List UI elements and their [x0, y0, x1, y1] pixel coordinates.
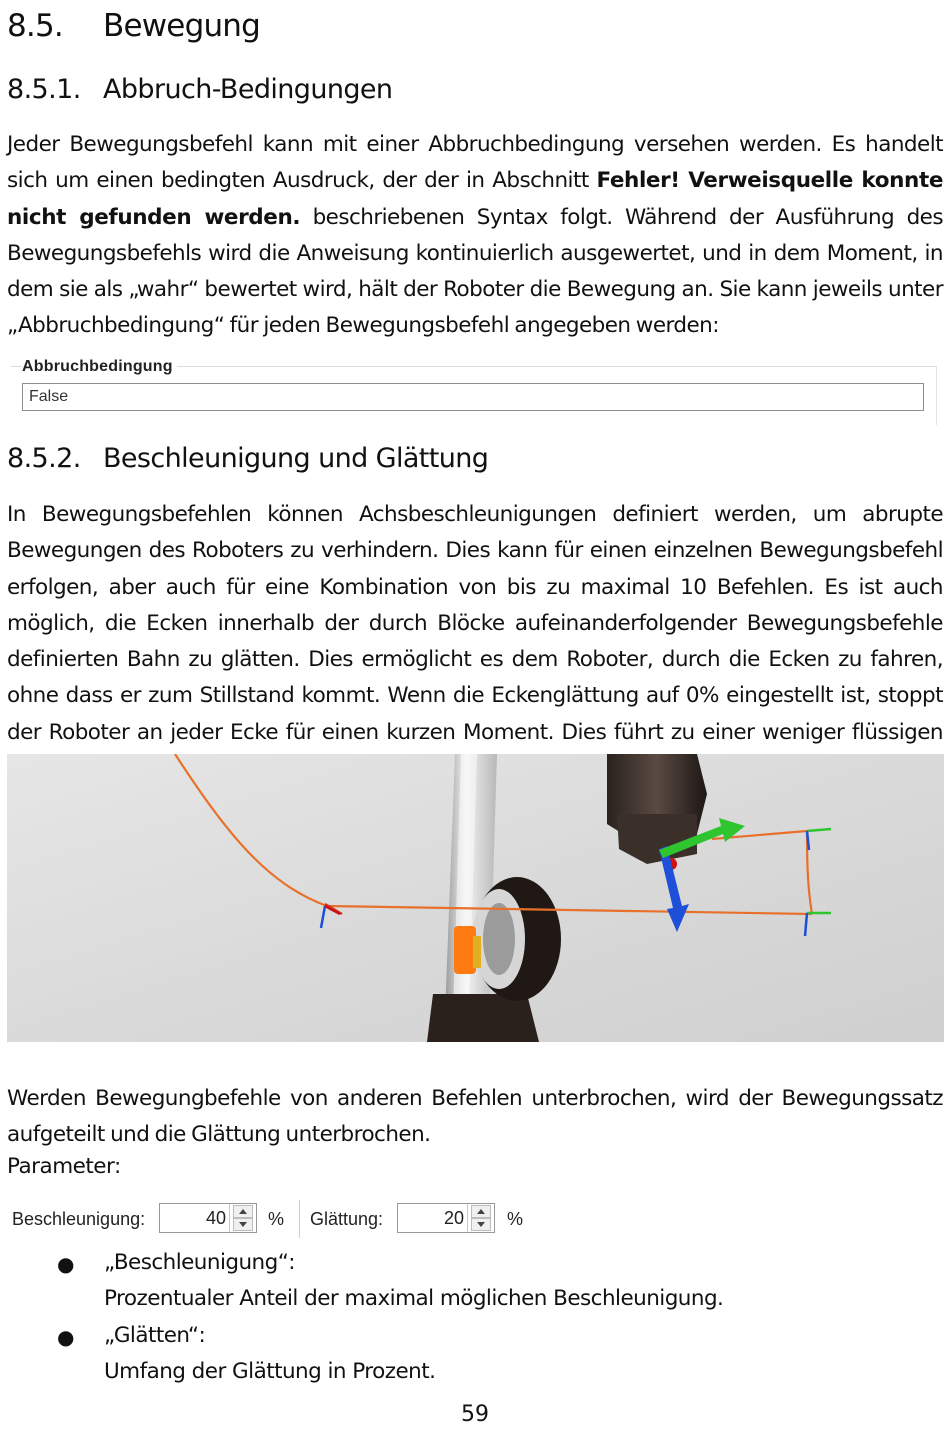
section-number: 8.5.: [7, 8, 63, 44]
page-number: 59: [461, 1402, 489, 1427]
abort-condition-input[interactable]: False: [22, 383, 924, 411]
list-item-term: „Glätten“:: [104, 1323, 206, 1348]
bullet-icon: ●: [57, 1252, 75, 1276]
smoothing-increment-button[interactable]: [471, 1205, 491, 1218]
subsection-title-2: Beschleunigung und Glättung: [103, 443, 489, 474]
acceleration-spinbox[interactable]: [159, 1203, 257, 1233]
acceleration-decrement-button[interactable]: [233, 1218, 253, 1231]
list-item-description: Umfang der Glättung in Prozent.: [104, 1359, 436, 1384]
subsection-number-2: 8.5.2.: [7, 443, 81, 474]
paragraph-acceleration-smoothing: In Bewegungsbefehlen können Achsbeschleunigungen definiert werden, um abrupte Bewegungen des Roboters zu verhindern. Dies kann für einen einzelnen Bewegungsbefehl erfolgen, aber auch für eine Kombination von bis zu maximal 10 Befehlen. Es ist auch möglich, die Ecken innerhalb der durch Blöcke aufeinanderfolgender Bewegungsbefehle definierten Bahn zu glätten. Dies ermöglicht es dem Roboter, durch die Ecken zu fahren, ohne dass er zum Stillstand kommt. Wenn die Eckenglättung auf 0% eingestellt ist, stoppt der Roboter an jeder Ecke für einen kurzen Moment. Dies führt zu einer weniger flüssigen: [7, 502, 943, 745]
parameter-heading: Parameter:: [7, 1154, 121, 1179]
abort-condition-panel: [9, 352, 939, 426]
subsection-title-1: Abbruch-Bedingungen: [103, 74, 393, 105]
subsection-number-1: 8.5.1.: [7, 74, 81, 105]
smoothing-unit: %: [507, 1209, 524, 1229]
smoothing-decrement-button[interactable]: [471, 1218, 491, 1231]
acceleration-increment-button[interactable]: [233, 1205, 253, 1218]
control-divider: [299, 1200, 300, 1238]
paragraph-abort-conditions: Jeder Bewegungsbefehl kann mit einer Abbruchbedingung versehen werden. Es handelt sich um einen bedingten Ausdruck, der der in Abschnitt Fehler! Verweisquelle konnte nicht gefunden werden. beschriebenen Syntax folgt. Während der Ausführung des Bewegungsbefehls wird die Anweisung kontinuierlich ausgewertet, und in dem Moment, in dem sie als „wahr“ bewertet wird, hält der Roboter die Bewegung an. Sie kann jeweils unter „Abbruchbedingung“ für jeden Bewegungsbefehl angegeben werden:: [7, 132, 944, 339]
list-item-description: Prozentualer Anteil der maximal möglichen Beschleunigung.: [104, 1286, 724, 1311]
acceleration-unit: %: [268, 1209, 285, 1229]
list-item-term: „Beschleunigung“:: [104, 1250, 296, 1275]
parameter-controls: [7, 1198, 537, 1240]
section-title: Bewegung: [103, 8, 261, 44]
smoothing-value: 20: [443, 1208, 464, 1228]
paragraph-interruption: Werden Bewegungbefehle von anderen Befehlen unterbrochen, wird der Bewegungssatz aufgeteilt und die Glättung unterbrochen.: [7, 1086, 943, 1148]
abort-condition-label: Abbruchbedingung: [22, 358, 177, 376]
bullet-icon: ●: [57, 1325, 75, 1349]
acceleration-value: 40: [205, 1208, 226, 1228]
acceleration-label: Beschleunigung:: [12, 1209, 146, 1229]
robot-path-render: [7, 754, 944, 1042]
broken-reference: Fehler! Verweisquelle konnte nicht gefunden werden.: [7, 168, 944, 230]
smoothing-label: Glättung:: [310, 1209, 384, 1229]
smoothing-spinbox[interactable]: [397, 1203, 495, 1233]
robot-upper-arm: [607, 754, 707, 864]
